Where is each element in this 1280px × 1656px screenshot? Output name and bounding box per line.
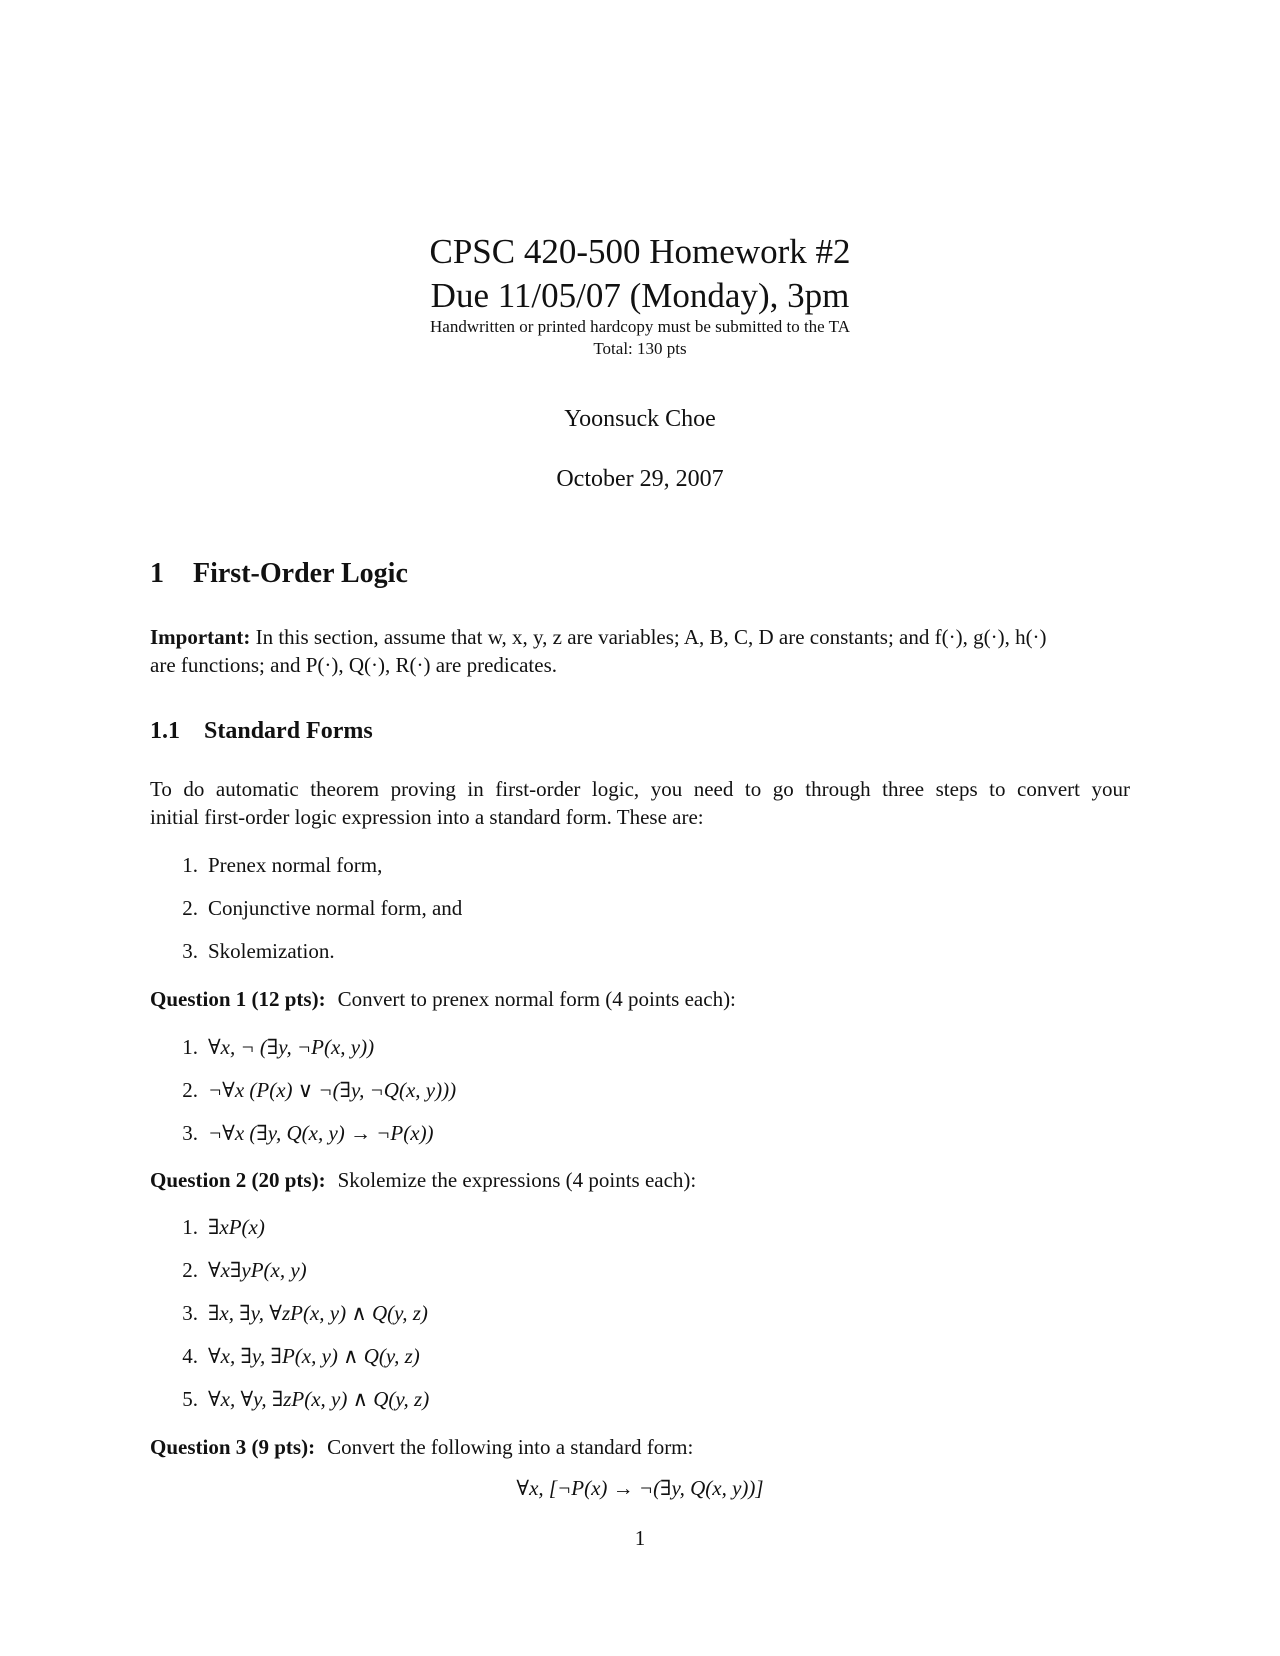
section-number: 1: [150, 558, 164, 589]
question-3: [150, 1433, 693, 1461]
step-number: 1.: [182, 853, 198, 877]
title-line-1: CPSC 420-500 Homework #2: [429, 232, 851, 271]
q2-item: [170, 1299, 428, 1327]
important-line-2: are functions; and P(·), Q(·), R(·) are predicates.: [150, 653, 557, 677]
q2-item: [170, 1342, 420, 1370]
question-3-expression: ∀x, [¬P(x) → ¬(∃y, Q(x, y))]: [516, 1476, 764, 1500]
math-expression: ¬∀x (P(x) ∨ ¬(∃y, ¬Q(x, y))): [208, 1078, 457, 1102]
item-number: 3.: [182, 1121, 198, 1145]
step-text: Skolemization.: [208, 939, 335, 963]
math-expression: ∀x, ∀y, ∃zP(x, y) ∧ Q(y, z): [208, 1387, 430, 1411]
subsection-number: 1.1: [150, 718, 180, 744]
item-number: 4.: [182, 1344, 198, 1368]
q2-item: [170, 1256, 307, 1284]
subsection-title: Standard Forms: [204, 718, 373, 744]
question-3-text: Convert the following into a standard form:: [327, 1435, 694, 1459]
section-heading: [150, 558, 408, 590]
step-item: [170, 894, 462, 922]
item-number: 2.: [182, 1258, 198, 1282]
submission-note: Handwritten or printed hardcopy must be submitted to the TA: [430, 317, 850, 336]
step-text: Conjunctive normal form, and: [208, 896, 463, 920]
date: October 29, 2007: [556, 466, 724, 492]
intro-line-1: To do automatic theorem proving in first-order logic, you need to go through three steps to convert your: [150, 777, 1130, 801]
subsection-heading: [150, 718, 373, 745]
q2-item: [170, 1213, 265, 1241]
math-expression: ∀x∃yP(x, y): [208, 1258, 307, 1282]
section-title: First-Order Logic: [193, 558, 408, 589]
math-expression: ¬∀x (∃y, Q(x, y) → ¬P(x)): [208, 1121, 434, 1145]
item-number: 2.: [182, 1078, 198, 1102]
intro-line-2: initial first-order logic expression into a standard form. These are:: [150, 805, 704, 829]
author: Yoonsuck Choe: [564, 406, 716, 432]
question-1-text: Convert to prenex normal form (4 points each):: [337, 987, 736, 1011]
q1-item: [170, 1033, 374, 1061]
step-number: 2.: [182, 896, 198, 920]
step-item: [170, 937, 335, 965]
question-3-label: Question 3 (9 pts):: [150, 1435, 316, 1459]
question-2-label: Question 2 (20 pts):: [150, 1168, 326, 1192]
important-text: In this section, assume that w, x, y, z are variables; A, B, C, D are constants; and f(·), g(·), h(·): [255, 625, 1047, 649]
important-line-1: [150, 623, 1130, 651]
math-expression: ∃xP(x): [208, 1215, 265, 1239]
q1-item: [170, 1119, 434, 1147]
math-expression: ∀x, ∃y, ∃P(x, y) ∧ Q(y, z): [208, 1344, 420, 1368]
question-1-label: Question 1 (12 pts):: [150, 987, 326, 1011]
math-expression: ∃x, ∃y, ∀zP(x, y) ∧ Q(y, z): [208, 1301, 428, 1325]
item-number: 1.: [182, 1215, 198, 1239]
question-2: [150, 1166, 696, 1194]
q1-item: [170, 1076, 456, 1104]
important-label: Important:: [150, 625, 251, 649]
page-number: 1: [634, 1526, 646, 1550]
step-number: 3.: [182, 939, 198, 963]
step-text: Prenex normal form,: [208, 853, 383, 877]
question-1: [150, 985, 736, 1013]
item-number: 1.: [182, 1035, 198, 1059]
step-item: [170, 851, 382, 879]
q2-item: [170, 1385, 429, 1413]
total-points: Total: 130 pts: [593, 339, 687, 358]
question-2-text: Skolemize the expressions (4 points each):: [337, 1168, 697, 1192]
title-line-2: Due 11/05/07 (Monday), 3pm: [430, 276, 850, 315]
math-expression: ∀x, ¬ (∃y, ¬P(x, y)): [208, 1035, 375, 1059]
item-number: 3.: [182, 1301, 198, 1325]
item-number: 5.: [182, 1387, 198, 1411]
